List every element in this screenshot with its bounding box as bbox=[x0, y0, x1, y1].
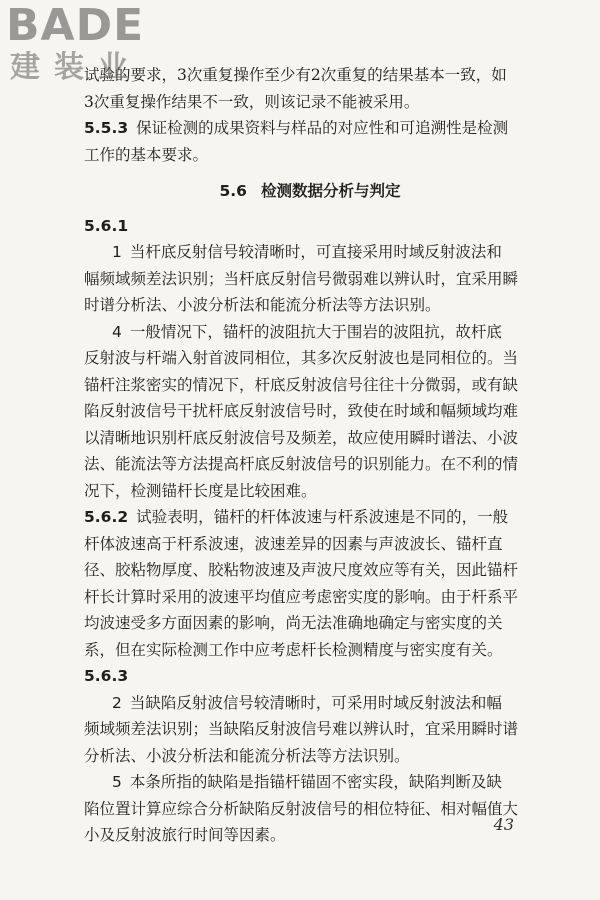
section-block bbox=[84, 663, 536, 690]
line-text: 一般情况下，锚杆的波阻抗大于围岩的波阻抗，故杆底 bbox=[129, 322, 502, 341]
text-line bbox=[84, 822, 536, 849]
item-block bbox=[84, 319, 536, 505]
item-number: 1 bbox=[112, 243, 122, 261]
item-block bbox=[84, 769, 536, 849]
text-line bbox=[84, 372, 536, 399]
line-text: 幅频域频差法识别；当杆底反射信号微弱难以辨认时，宜采用瞬 bbox=[84, 269, 519, 288]
text-line bbox=[84, 743, 536, 770]
line-text: 均波速受多方面因素的影响，尚无法准确地确定与密实度的关 bbox=[84, 614, 503, 632]
item-number: 4 bbox=[112, 322, 122, 341]
text-line bbox=[84, 319, 536, 346]
page-number: 43 bbox=[493, 815, 514, 834]
text-line bbox=[84, 531, 536, 558]
text-line bbox=[84, 796, 536, 823]
text-line bbox=[84, 716, 536, 743]
text-line bbox=[84, 62, 536, 89]
text-line bbox=[84, 584, 536, 611]
section-number: 5.6.1 bbox=[84, 216, 129, 235]
watermark-subtitle: 建装业 bbox=[10, 50, 142, 85]
heading-number: 5.6 bbox=[219, 182, 247, 200]
line-text: 小及反射波旅行时间等因素。 bbox=[84, 826, 286, 844]
line-text: 时谱分析法、小波分析法和能流分析法等方法识别。 bbox=[84, 296, 441, 314]
text-line bbox=[84, 478, 536, 505]
item-number: 5 bbox=[112, 773, 122, 791]
line-text: 试验表明，锚杆的杆体波速与杆系波速是不同的，一般 bbox=[136, 508, 509, 526]
section-block bbox=[84, 115, 536, 168]
item-block bbox=[84, 239, 536, 319]
item-block bbox=[84, 690, 536, 770]
line-text: 3次重复操作结果不一致，则该记录不能被采用。 bbox=[84, 92, 420, 111]
line-text: 频域频差法识别；当缺陷反射波信号难以辨认时，宜采用瞬时谱 bbox=[84, 720, 519, 738]
text-line bbox=[84, 213, 536, 240]
line-text: 杆体波速高于杆系波速，波速差异的因素与声波波长、锚杆直 bbox=[84, 534, 503, 553]
section-number: 5.5.3 bbox=[84, 119, 129, 137]
line-text: 当杆底反射信号较清晰时，可直接采用时域反射波法和 bbox=[129, 243, 502, 261]
section-heading bbox=[84, 178, 536, 205]
text-line bbox=[84, 345, 536, 372]
text-line bbox=[84, 610, 536, 637]
line-text: 工作的基本要求。 bbox=[84, 145, 209, 164]
line-text: 径、胶粘物厚度、胶粘物波速及声波尺度效应等有关，因此锚杆 bbox=[84, 561, 519, 579]
line-text: 况下，检测锚杆长度是比较困难。 bbox=[84, 481, 317, 500]
line-text: 陷位置计算应综合分析缺陷反射波信号的相位特征、相对幅值大 bbox=[84, 799, 519, 818]
line-text: 杆长计算时采用的波速平均值应考虑密实度的影响。由于杆系平 bbox=[84, 587, 519, 606]
text-line bbox=[84, 557, 536, 584]
page-body bbox=[84, 62, 536, 849]
text-line bbox=[84, 690, 536, 717]
heading-title: 检测数据分析与判定 bbox=[260, 182, 401, 200]
lines-block bbox=[84, 62, 536, 115]
text-line bbox=[84, 425, 536, 452]
line-text: 陷反射波信号干扰杆底反射波信号时，致使在时域和幅频域均难 bbox=[84, 402, 519, 420]
section-block bbox=[84, 504, 536, 663]
section-number: 5.6.2 bbox=[84, 508, 129, 526]
text-line bbox=[84, 239, 536, 266]
line-text: 反射波与杆端入射首波同相位，其多次反射波也是同相位的。当 bbox=[84, 349, 519, 367]
text-line bbox=[84, 398, 536, 425]
line-text: 以清晰地识别杆底反射波信号及频差，故应使用瞬时谱法、小波 bbox=[84, 428, 519, 447]
section-number: 5.6.3 bbox=[84, 667, 129, 685]
line-text: 保证检测的成果资料与样品的对应性和可追溯性是检测 bbox=[136, 119, 509, 137]
line-text: 系，但在实际检测工作中应考虑杆长检测精度与密实度有关。 bbox=[84, 640, 503, 659]
text-line bbox=[84, 115, 536, 142]
line-text: 本条所指的缺陷是指锚杆锚固不密实段，缺陷判断及缺 bbox=[129, 773, 502, 791]
line-text: 分析法、小波分析法和能流分析法等方法识别。 bbox=[84, 746, 410, 765]
text-line bbox=[84, 142, 536, 169]
item-number: 2 bbox=[112, 693, 122, 712]
text-line bbox=[84, 769, 536, 796]
line-text: 当缺陷反射波信号较清晰时，可采用时域反射波法和幅 bbox=[129, 693, 502, 712]
text-line bbox=[84, 89, 536, 116]
line-text: 试验的要求，3次重复操作至少有2次重复的结果基本一致，如 bbox=[84, 66, 507, 84]
section-block bbox=[84, 213, 536, 240]
text-line bbox=[84, 504, 536, 531]
watermark-brand: BADE bbox=[6, 0, 145, 51]
text-line bbox=[84, 451, 536, 478]
text-line bbox=[84, 292, 536, 319]
text-line bbox=[84, 266, 536, 293]
line-text: 锚杆注浆密实的情况下，杆底反射波信号往往十分微弱，或有缺 bbox=[84, 375, 519, 394]
line-text: 法、能流法等方法提高杆底反射波信号的识别能力。在不利的情 bbox=[84, 455, 519, 473]
text-line bbox=[84, 663, 536, 690]
text-line bbox=[84, 637, 536, 664]
